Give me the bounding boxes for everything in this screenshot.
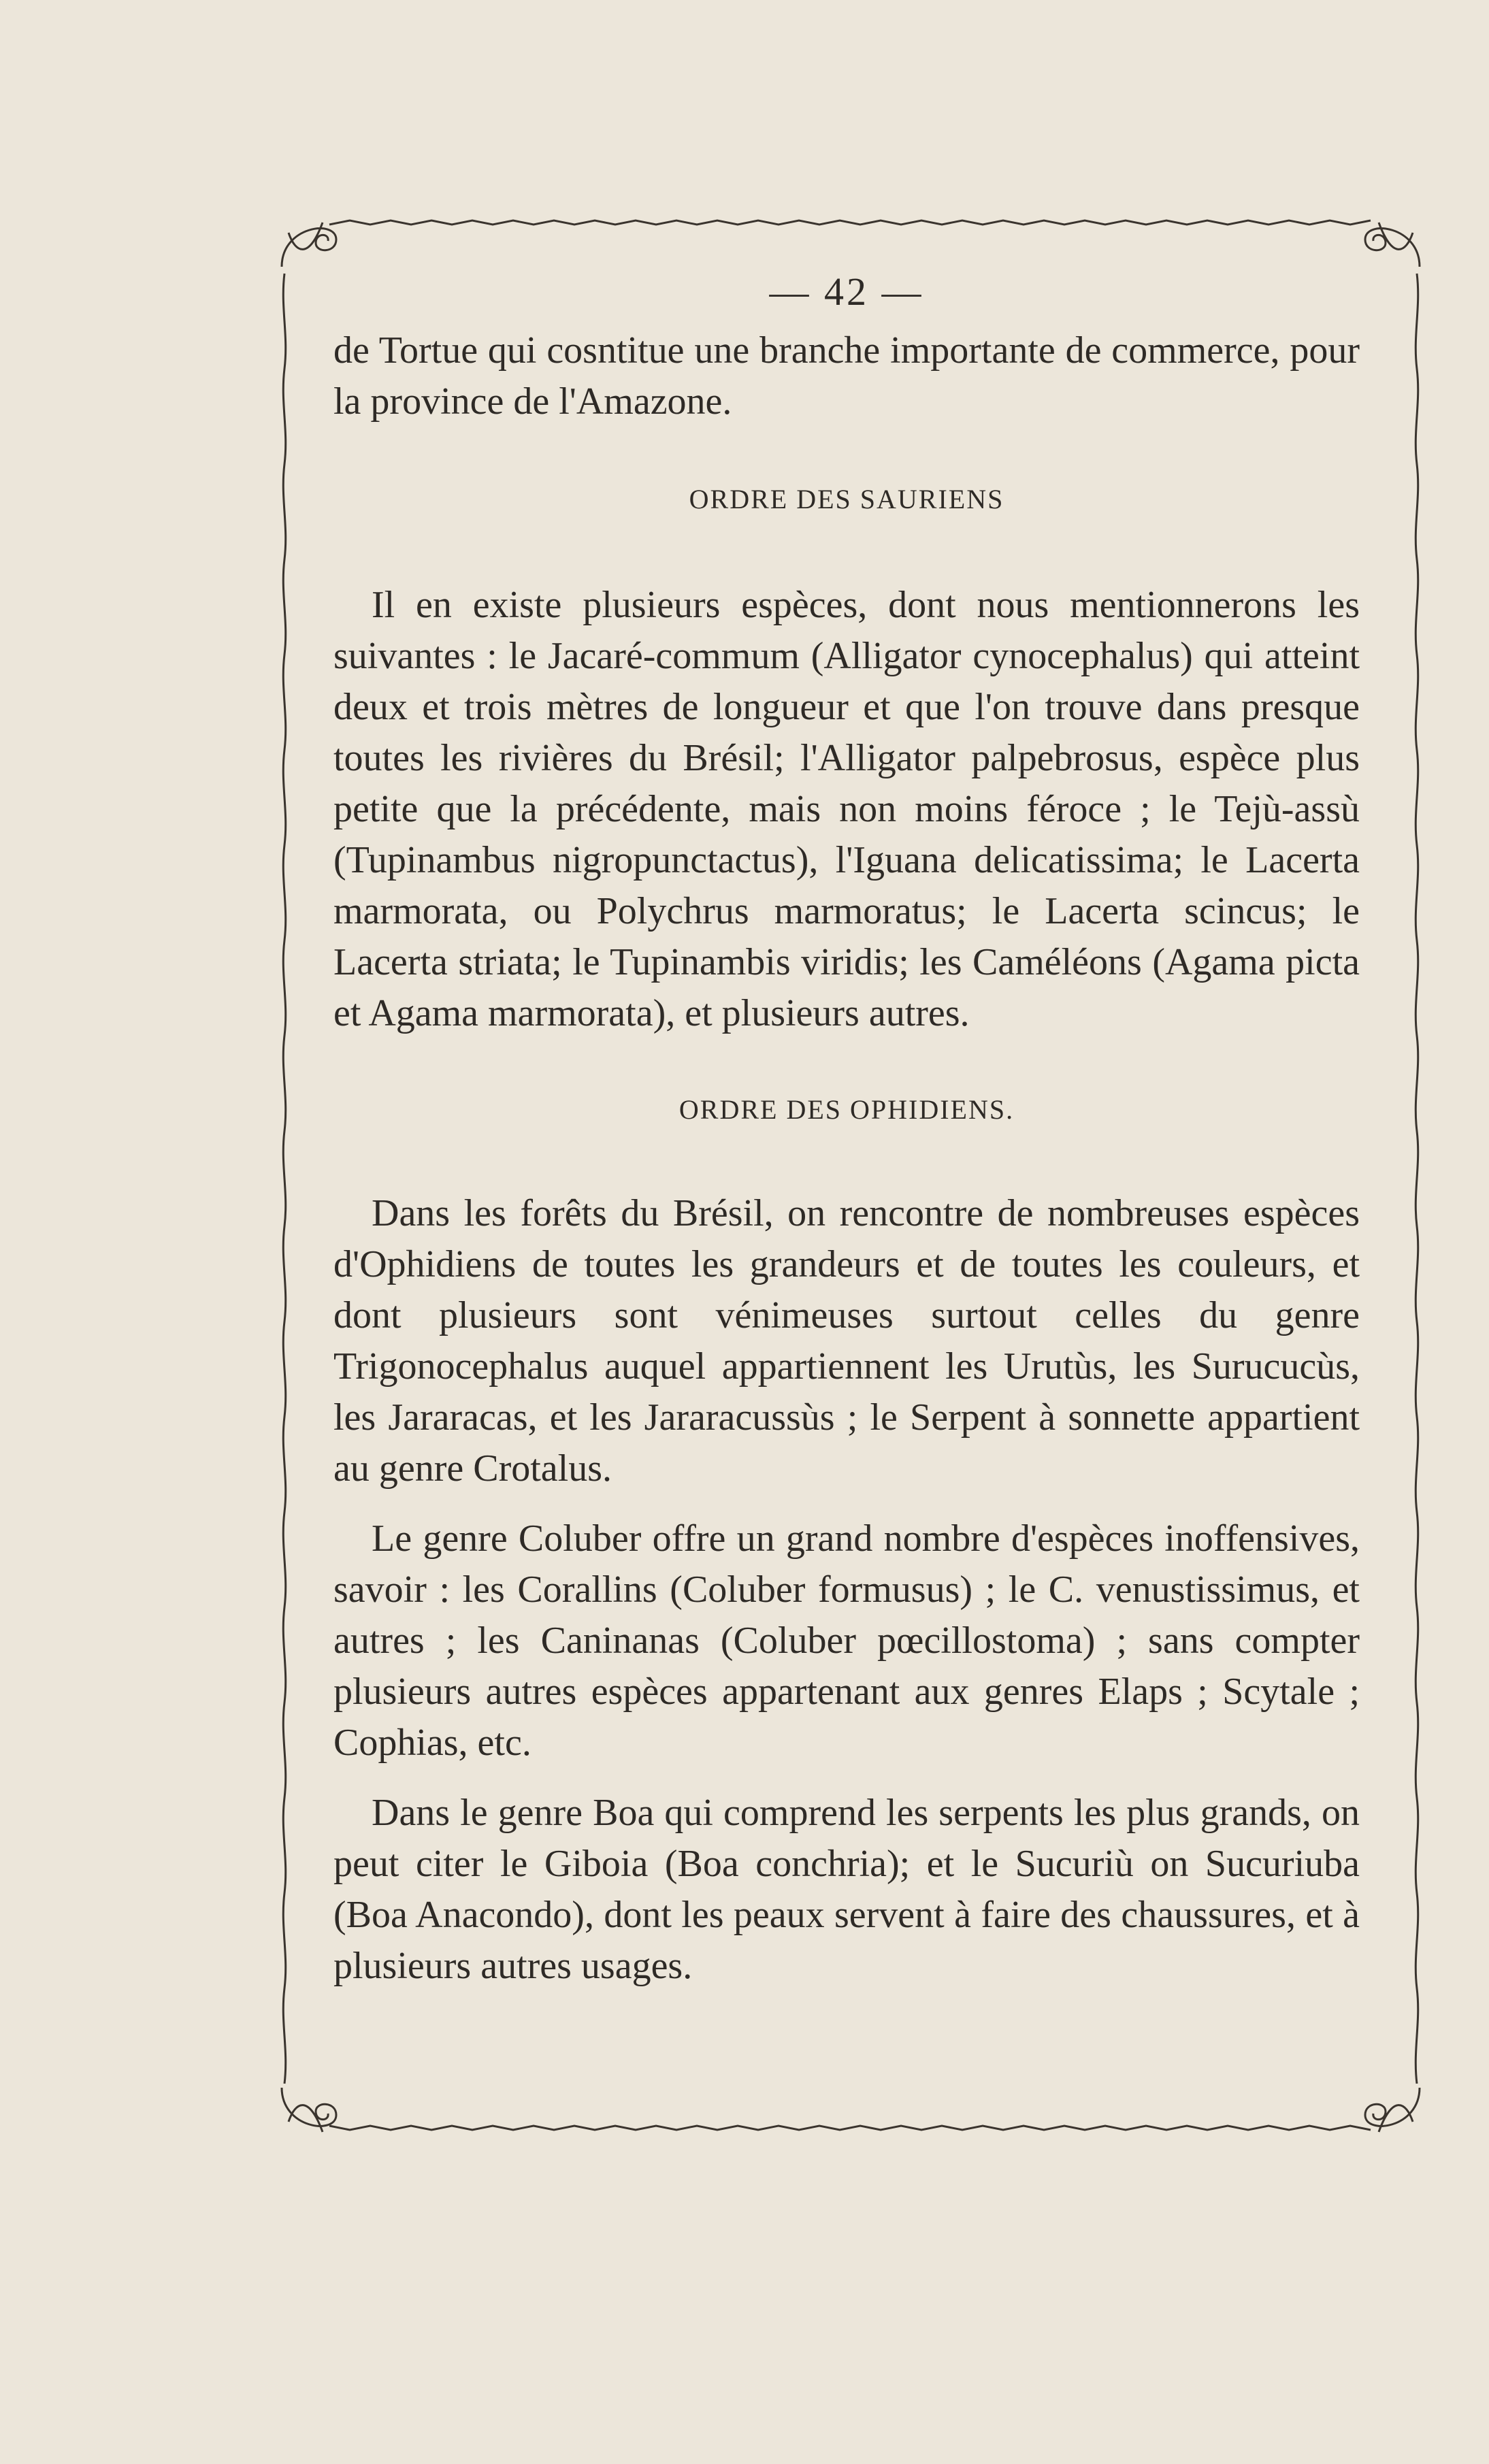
heading-ophidiens: ORDRE DES OPHIDIENS. — [678, 1094, 1015, 1125]
paragraph-coluber: Le genre Coluber offre un grand nombre d'espèces inoffensives, savoir : les Corallins (Coluber formusus) ; le C. venustissimus, et autres ; les Caninanas (Coluber pœcillostoma) ; sans compter plusieurs autres espèces appartenant aux genres Elaps ; Scytale ; Cophias, etc. — [333, 1517, 1360, 1764]
heading-sauriens: ORDRE DES SAURIENS — [689, 484, 1004, 514]
paragraph-boa: Dans le genre Boa qui comprend les serpents les plus grands, on peut citer le Giboia (Boa conchria); et le Sucuriù on Sucuriuba (Boa Anacondo), dont les peaux servent à faire des chaussures, et à plusieurs autres usages. — [333, 1792, 1360, 1987]
paragraph-ophidiens: Dans les forêts du Brésil, on rencontre de nombreuses espèces d'Ophidiens de toutes les grandeurs et de toutes les couleurs, et dont plusieurs sont vénimeuses surtout celles du genre Trigonocephalus auquel appartiennent les Urutùs, les Surucucùs, les Jararacas, et les Jararacussùs ; le Serpent à sonnette appartient au genre Crotalus. — [333, 1192, 1360, 1490]
page-content — [333, 269, 1360, 1992]
paragraph-sauriens: Il en existe plusieurs espèces, dont nous mentionnerons les suivantes : le Jacaré-commum (Alligator cynocephalus) qui atteint deux et trois mètres de longueur et que l'on trouve dans presque toutes les rivières du Brésil; l'Alligator palpebrosus, espèce plus petite que la précédente, mais non moins féroce ; le Tejù-assù (Tupinambus nigropunctactus), l'Iguana delicatissima; le Lacerta marmorata, ou Polychrus marmoratus; le Lacerta scincus; le Lacerta striata; le Tupinambis viridis; les Caméléons (Agama picta et Agama marmorata), et plusieurs autres. — [333, 584, 1360, 1034]
paragraph-tortue: de Tortue qui cosntitue une branche importante de commerce, pour la province de l'Amazone. — [333, 329, 1360, 423]
page-number: — 42 — — [769, 269, 924, 314]
